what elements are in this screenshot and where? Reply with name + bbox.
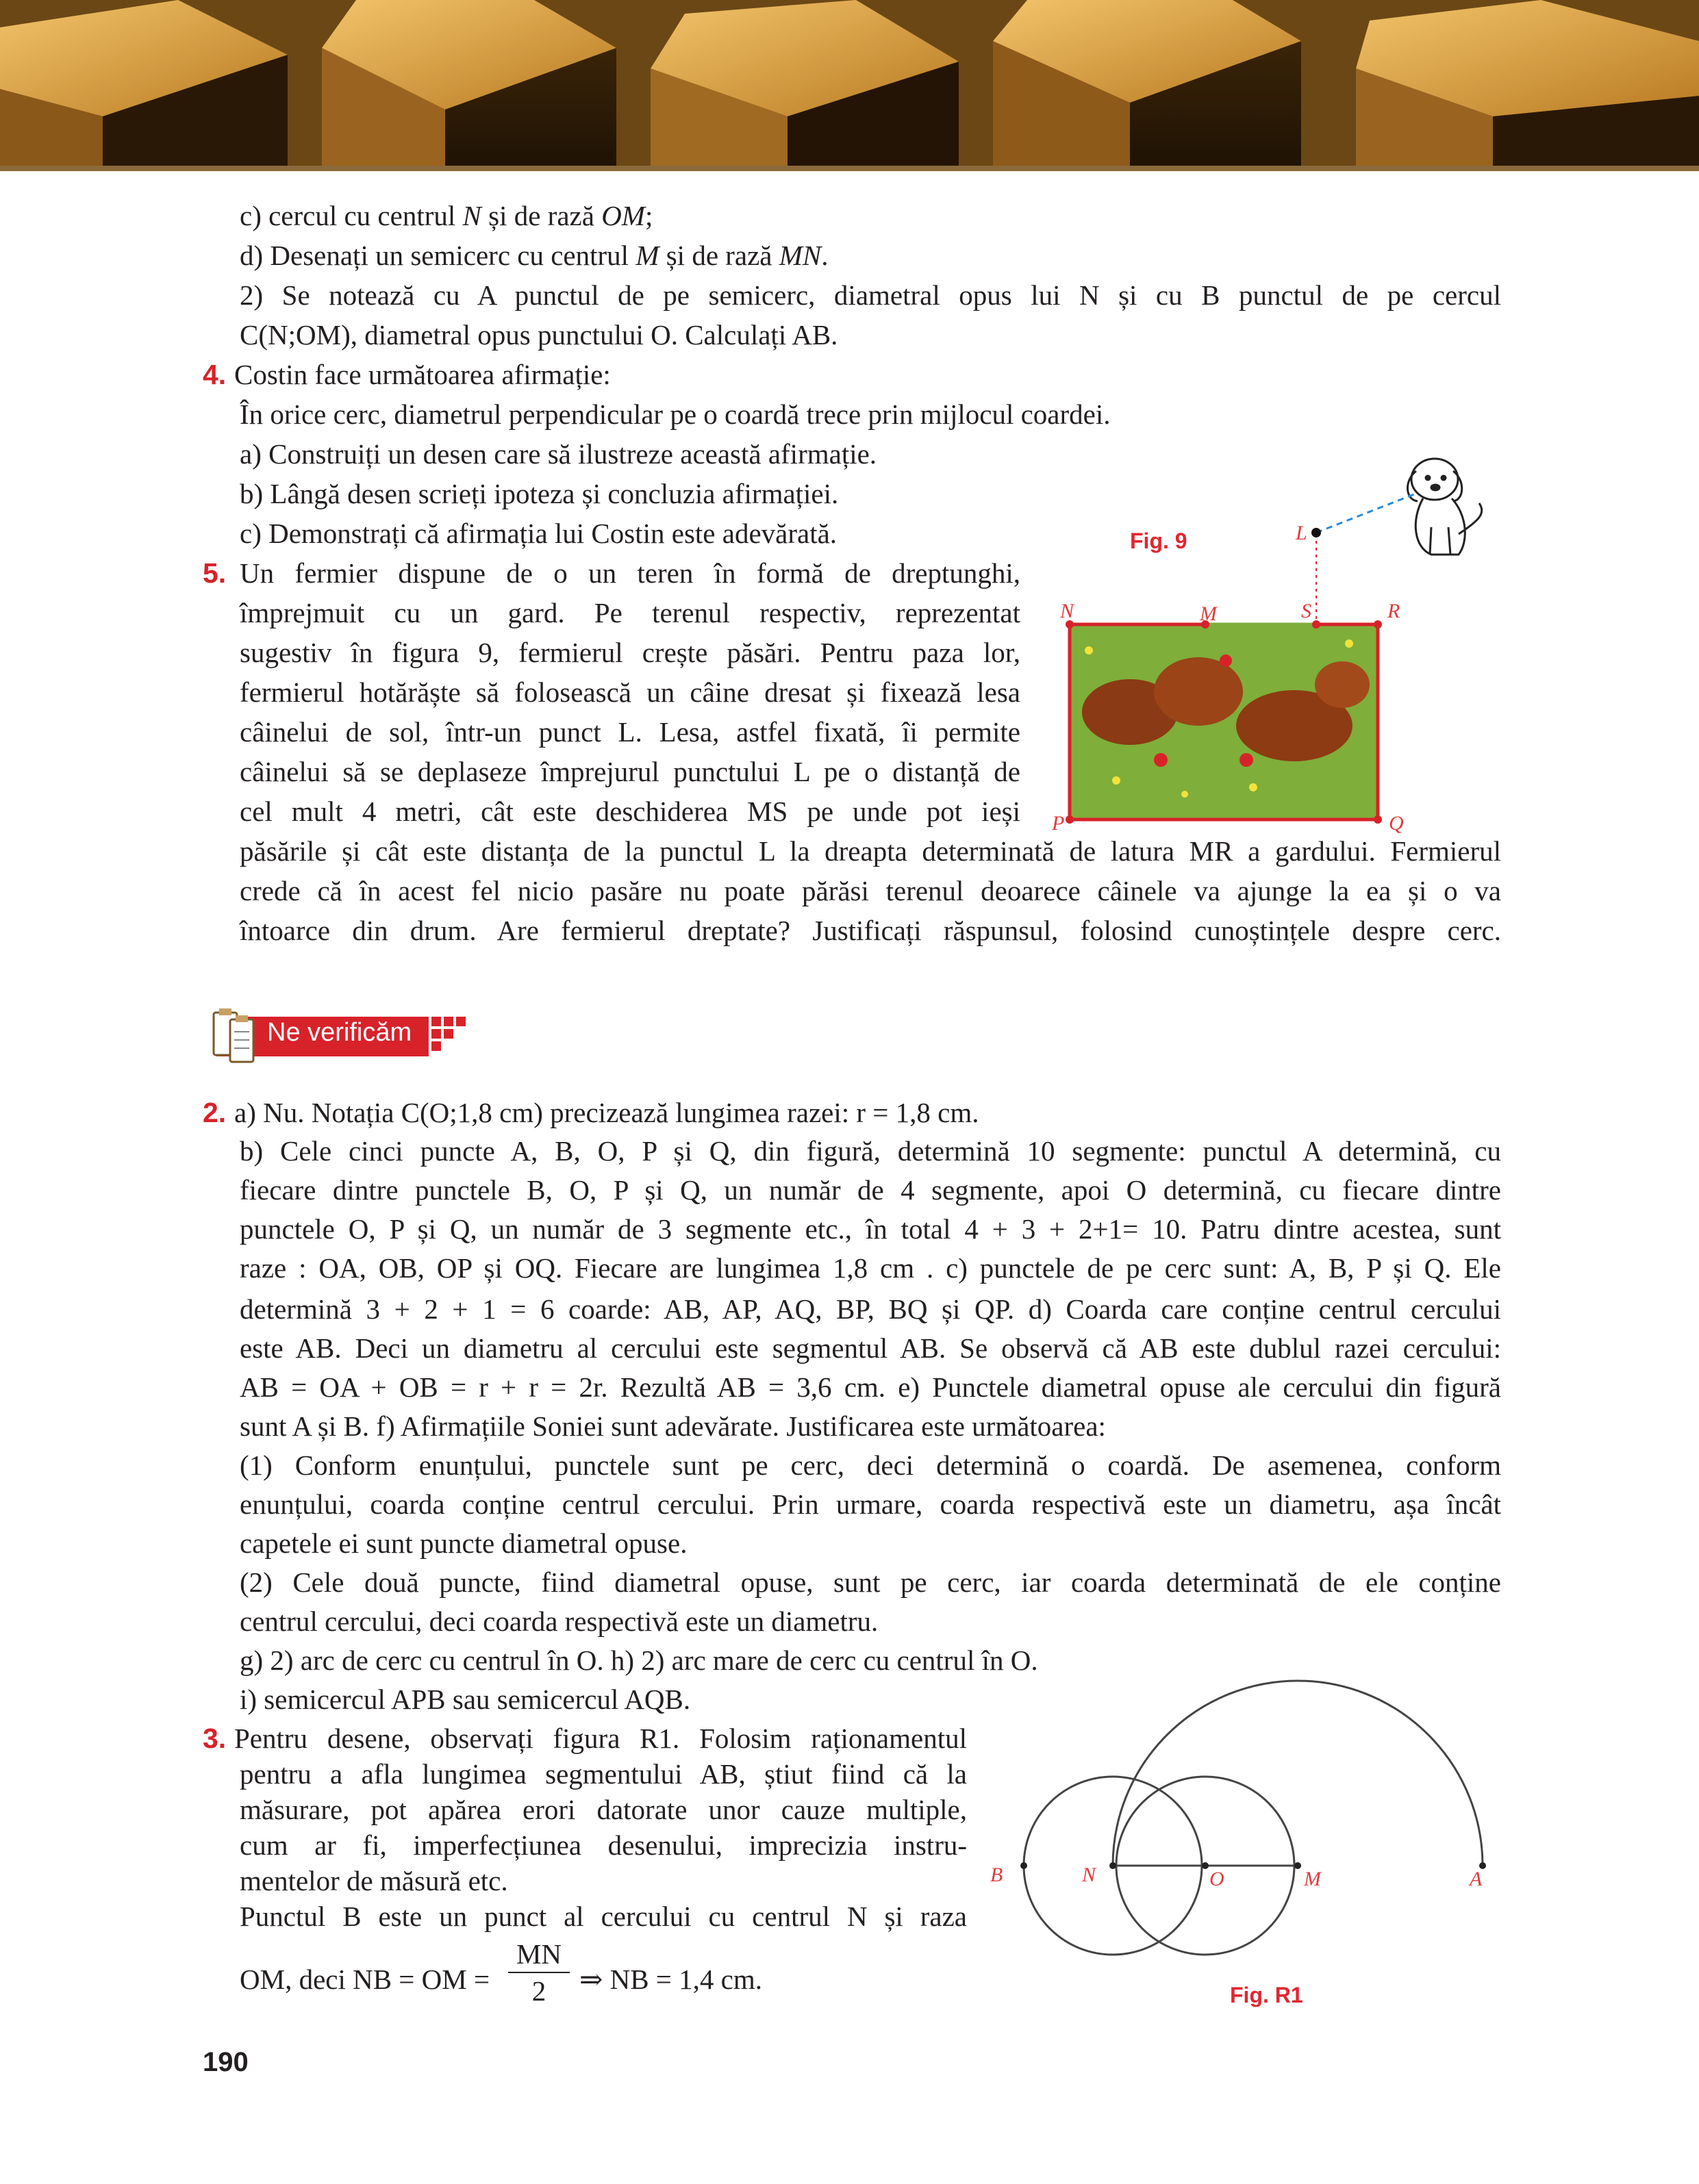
ex5-line6: câinelui să se deplaseze împrejurul punctului L pe o distanță de xyxy=(240,756,1020,787)
ex4-line-c: c) Demonstrați că afirmația lui Costin este adevărată. xyxy=(240,518,838,549)
ans2-line14: centrul cercului, deci coarda respectivă este un diametru. xyxy=(240,1605,879,1637)
ans2-line1: a) Nu. Notația C(O;1,8 cm) precizează lungimea razei: r = 1,8 cm. xyxy=(234,1097,979,1128)
ex5-line4: fermierul hotărăște să folosească un câine dresat și fixează lesa xyxy=(240,676,1020,708)
ans2-line3: fiecare dintre punctele B, O, P și Q, un număr de 4 segmente, apoi O determină, cu fiecare dintre xyxy=(240,1174,1501,1206)
ex5-line5: câinelui de sol, într-un punct L. Lesa, astfel fixată, îi permite xyxy=(240,716,1020,748)
ans2-line2: b) Cele cinci puncte A, B, O, P și Q, din figură, determină 10 segmente: punctul A determină, cu xyxy=(240,1135,1501,1167)
dog-drawing xyxy=(1407,459,1481,555)
figR1-caption: Fig. R1 xyxy=(1230,1983,1303,2007)
point-n xyxy=(1109,1862,1116,1869)
ex5-line8: păsările și cât este distanța de la punctul L la dreapta determinată de latura MR a gardului. Fermierul xyxy=(240,835,1501,867)
ans3-line6: Punctul B este un punct al cercului cu centrul N și raza xyxy=(240,1901,967,1932)
r1-label-m: M xyxy=(1304,1868,1321,1890)
ans2-line8: AB = OA + OB = r + r = 2r. Rezultă AB = 3,6 cm. e) Punctele diametral opuse ale cercului din figură xyxy=(240,1371,1501,1403)
ans2-line16: i) semicercul APB sau semicercul AQB. xyxy=(240,1684,691,1715)
ex5-line3: sugestiv în figura 9, fermierul crește păsări. Pentru paza lor, xyxy=(240,637,1020,668)
point-m xyxy=(1294,1862,1301,1869)
ex4-statement: În orice cerc, diametrul perpendicular pe o coardă trece prin mijlocul coardei. xyxy=(240,398,1111,430)
ex4-line1: Costin face următoarea afirmație: xyxy=(234,359,611,390)
ans3-line4: cum ar fi, imperfecțiunea desenului, imprecizia instru- xyxy=(240,1829,967,1861)
ans3-line3: măsurare, pot apărea erori datorate unor cauze multiple, xyxy=(240,1794,967,1825)
label-m: M xyxy=(1200,602,1217,625)
point-o xyxy=(1202,1862,1209,1869)
ex4-number: 4. xyxy=(203,359,227,390)
ans2-line11: enunțului, coarda conține centrul cercului. Prin urmare, coarda respectivă este un diametru, așa încât xyxy=(240,1488,1501,1520)
point-l xyxy=(1311,528,1321,537)
r1-label-o: O xyxy=(1209,1868,1224,1890)
ans2-line13: (2) Cele două puncte, fiind diametral opuse, sunt pe cerc, iar coarda determinată de ele conține xyxy=(240,1566,1501,1598)
header-banner xyxy=(0,0,1699,171)
ex3-line-c: c) cercul cu centrul N și de rază OM; xyxy=(240,200,653,231)
label-r: R xyxy=(1387,600,1400,622)
ans2-line4: punctele O, P și Q, un număr de 3 segmente etc., în total 4 + 3 + 2+1= 10. Patru dintre acestea, sunt xyxy=(240,1213,1501,1245)
figR1-diagram xyxy=(1000,1677,1507,2020)
ex3-part2-line2: C(N;OM), diametral opus punctului O. Calculați AB. xyxy=(240,319,838,351)
label-p: P xyxy=(1052,812,1065,835)
ans3-number: 3. xyxy=(203,1723,227,1754)
label-n: N xyxy=(1060,600,1074,622)
fig9-caption: Fig. 9 xyxy=(1130,529,1187,553)
ans3-line5: mentelor de măsură etc. xyxy=(240,1865,508,1896)
ex4-line-b: b) Lângă desen scrieți ipoteza și concluzia afirmației. xyxy=(240,478,839,509)
fraction-numerator: MN xyxy=(508,1936,570,1973)
semicircle-center-m xyxy=(1113,1681,1483,1866)
ans2-line15: g) 2) arc de cerc cu centrul în O. h) 2) arc mare de cerc cu centrul în O. xyxy=(240,1645,1038,1676)
ex5-line10: întoarce din drum. Are fermierul dreptate? Justificați răspunsul, folosind cunoștințele despre cerc. xyxy=(240,915,1501,946)
ex3-line-d: d) Desenați un semicerc cu centrul M și de rază MN. xyxy=(240,240,829,271)
r1-label-n: N xyxy=(1082,1864,1096,1886)
ex5-line1: Un fermier dispune de o un teren în formă de dreptunghi, xyxy=(240,557,1020,589)
banner-boxes-image xyxy=(0,0,1699,171)
ans2-line7: este AB. Deci un diametru al cercului este segmentul AB. Se observă că AB este dublul razei cercului: xyxy=(240,1332,1501,1364)
label-s: S xyxy=(1301,600,1311,622)
banner-rule xyxy=(0,166,1699,171)
fraction-denominator: 2 xyxy=(531,1975,546,2007)
ex3-part2-line1: 2) Se notează cu A punctul de pe semicerc, diametral opus lui N și cu B punctul de pe cercul xyxy=(240,279,1501,311)
ans2-line12: capetele ei sunt puncte diametral opuse. xyxy=(240,1527,688,1559)
fig9-diagram xyxy=(1048,438,1527,842)
ne-verificam-heading xyxy=(205,998,479,1083)
ans3-fraction xyxy=(508,1936,570,2009)
ans3-formula-post: ⇒ NB = 1,4 cm. xyxy=(579,1964,763,1995)
ex5-line2: împrejmuit cu un gard. Pe terenul respectiv, reprezentat xyxy=(240,597,1020,628)
ans3-formula-pre: OM, deci NB = OM = xyxy=(240,1964,490,1995)
ans3-line1: Pentru desene, observați figura R1. Folosim raționamentul xyxy=(234,1723,967,1754)
ans3-line2: pentru a afla lungimea segmentului AB, știut fiind că la xyxy=(240,1758,967,1790)
ex5-number: 5. xyxy=(203,557,227,589)
r1-label-b: B xyxy=(990,1864,1003,1886)
label-q: Q xyxy=(1389,812,1404,835)
leash-line xyxy=(1316,493,1418,533)
ne-verificam-title: Ne verificăm xyxy=(267,1018,412,1047)
ans2-line9: sunt A și B. f) Afirmațiile Soniei sunt adevărate. Justificarea este următoarea: xyxy=(240,1410,1106,1442)
ex5-line7: cel mult 4 metri, cât este deschiderea MS pe unde pot ieși xyxy=(240,796,1020,827)
page-number: 190 xyxy=(203,2047,249,2077)
ans2-number: 2. xyxy=(203,1097,227,1128)
point-b xyxy=(1020,1862,1027,1869)
ex4-line-a: a) Construiți un desen care să ilustreze această afirmație. xyxy=(240,438,877,470)
ans2-line5: raze : OA, OB, OP și OQ. Fiecare are lungimea 1,8 cm . c) punctele de pe cerc sunt: A, B, P și Q. Ele xyxy=(240,1252,1501,1284)
ex5-line9: crede că în acest fel nicio pasăre nu poate părăsi terenul deoarece câinele va ajunge la ea și o va xyxy=(240,875,1501,906)
label-l: L xyxy=(1296,522,1307,544)
r1-label-a: A xyxy=(1470,1868,1483,1890)
ans2-line6: determină 3 + 2 + 1 = 6 coarde: AB, AP, AQ, BP, BQ și QP. d) Coarda care conține centrul cercului xyxy=(240,1293,1501,1325)
ans2-line10: (1) Conform enunțului, punctele sunt pe cerc, deci determină o coardă. De asemenea, conform xyxy=(240,1449,1501,1481)
